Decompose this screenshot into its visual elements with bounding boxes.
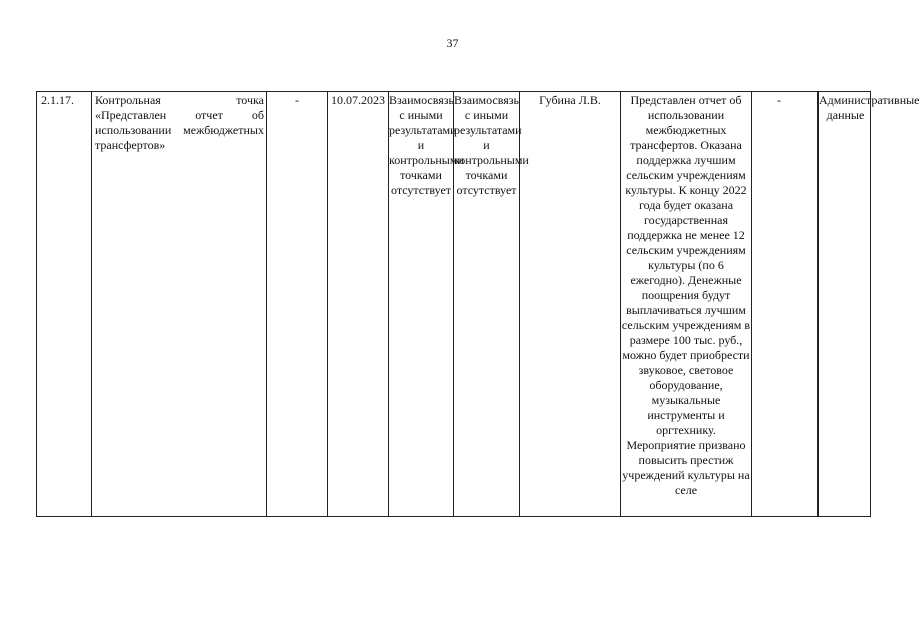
relation-2-text: Взаимосвязь с иными результатами и контрольными точками отсутствует [454,93,529,197]
column-divider [751,92,752,516]
cell-name [92,92,267,516]
cell-date [328,92,389,516]
control-point-name: Контрольная точка «Представлен отчет об использовании межбюджетных трансфертов» [95,93,264,152]
cell-number [37,92,92,516]
col3-value: - [295,93,299,107]
date-value: 10.07.2023 [331,93,385,107]
cell-relation-1 [389,92,464,516]
row-number: 2.1.17. [41,93,74,107]
description-text: Представлен отчет об использовании межбюджетных трансфертов. Оказана поддержка лучшим сельским учреждениям культуры. К концу 2022 года будет оказана государственная поддержка не менее 12 сельским учреждениям культуры (по 6 ежегодно). Денежные поощрения будут выплачиваться лучшим сельским учреждениям в размере 100 тыс. руб., можно будет приобрести звуковое, световое оборудование, музыкальные инструменты и оргтехнику. Мероприятие призвано повысить престиж учреждений культуры на селе [621,93,751,497]
source-text: Административные данные [819,93,920,122]
control-points-table [36,91,920,517]
responsible-name: Губина Л.В. [539,93,601,107]
cell-source [818,92,920,516]
cell-col3 [267,92,328,516]
relation-1-text: Взаимосвязь с иными результатами и контрольными точками отсутствует [389,93,464,197]
page-number: 37 [446,36,459,50]
cell-responsible [520,92,621,516]
cell-relation-2 [454,92,529,516]
col9-value: - [777,93,781,107]
